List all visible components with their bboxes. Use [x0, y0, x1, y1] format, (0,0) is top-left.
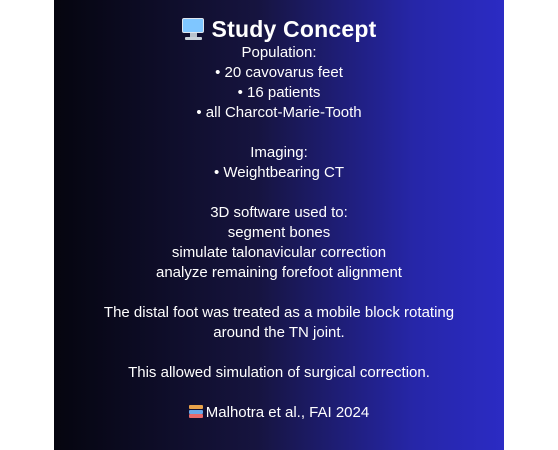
population-feet: • 20 cavovarus feet: [215, 64, 343, 81]
spacer: [54, 283, 504, 303]
population-patients: • 16 patients: [237, 84, 321, 101]
citation-text: Malhotra et al., FAI 2024: [205, 404, 370, 421]
software-heading: 3D software used to:: [210, 204, 348, 221]
conclusion-line: This allowed simulation of surgical correction.: [128, 364, 430, 381]
spacer: [54, 183, 504, 203]
method-line-2: around the TN joint.: [213, 324, 345, 341]
population-heading: Population:: [241, 44, 317, 61]
software-use-segment: segment bones: [227, 224, 331, 241]
software-use-simulate: simulate talonavicular correction: [171, 244, 387, 261]
spacer: [54, 383, 504, 403]
software-use-analyze: analyze remaining forefoot alignment: [156, 264, 402, 281]
title-text: Study Concept: [211, 16, 377, 42]
method-line-1: The distal foot was treated as a mobile block rotating: [103, 304, 455, 321]
citation: [54, 403, 504, 423]
spacer: [54, 123, 504, 143]
books-icon: [189, 405, 203, 418]
spacer: [54, 343, 504, 363]
desktop-computer-icon: [182, 18, 206, 40]
population-condition: • all Charcot-Marie-Tooth: [196, 104, 362, 121]
imaging-modality: • Weightbearing CT: [213, 164, 345, 181]
card-title: [54, 14, 504, 44]
card-body: [54, 43, 504, 423]
study-concept-card: [54, 0, 504, 450]
imaging-heading: Imaging:: [250, 144, 308, 161]
